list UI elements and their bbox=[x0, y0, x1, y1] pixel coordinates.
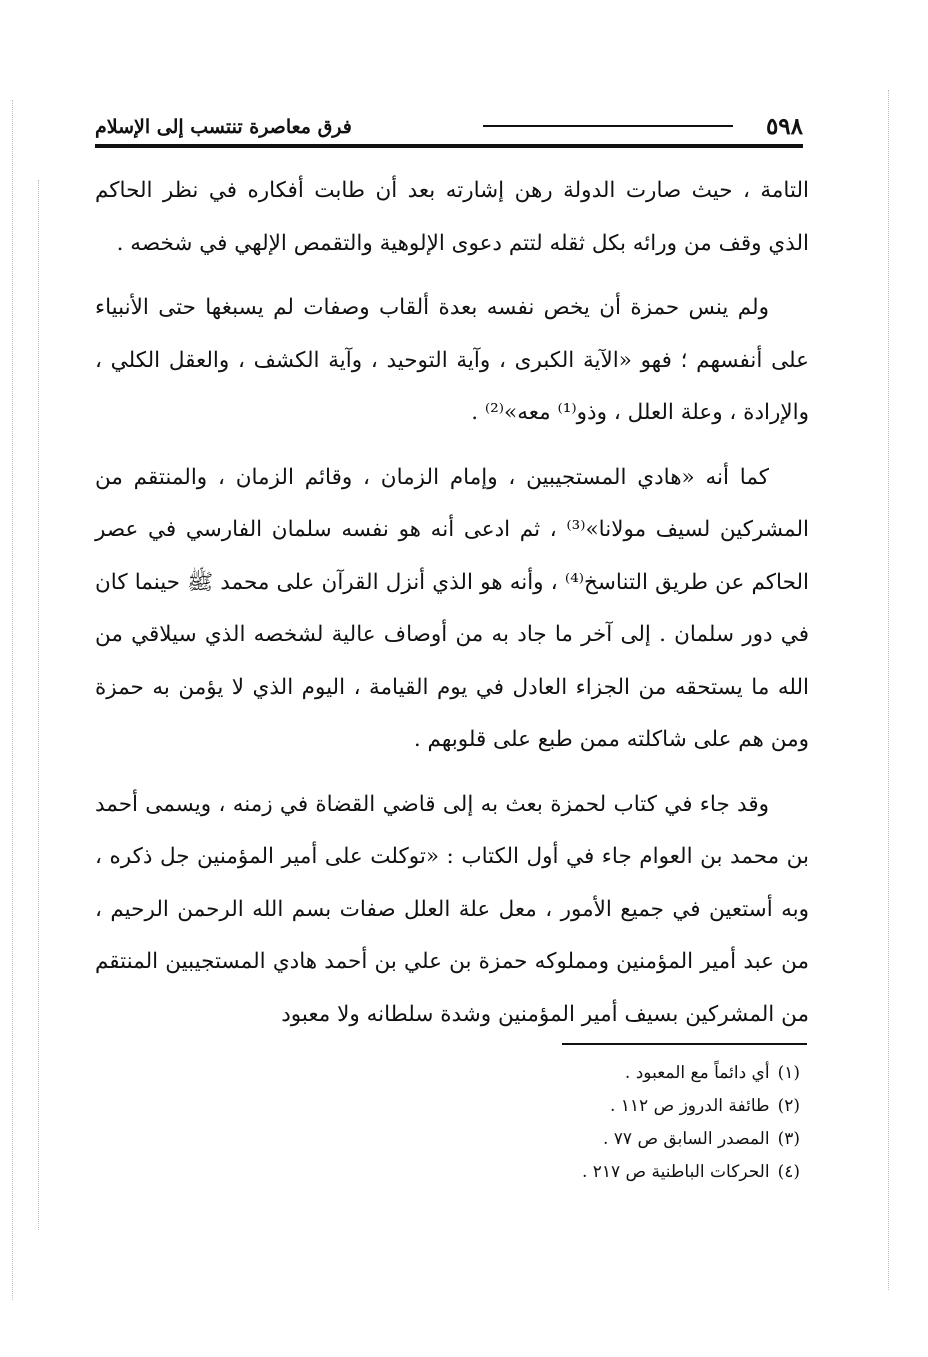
page-number: ٥٩٨ bbox=[765, 113, 803, 140]
paragraph-2: ولم ينس حمزة أن يخص نفسه بعدة ألقاب وصفات لم يسبغها حتى الأنبياء على أنفسهم ؛ فهو «الآية الكبرى ، وآية التوحيد ، وآية الكشف ، والعقل الكلي ، والإرادة ، وعلة العلل ، وذو⁽¹⁾ معه»⁽²⁾ . bbox=[95, 295, 809, 425]
paragraph-4: وقد جاء في كتاب لحمزة بعث به إلى قاضي القضاة في زمنه ، ويسمى أحمد بن محمد بن العوام جاء في أول الكتاب : «توكلت على أمير المؤمنين جل ذكره ، وبه أستعين في جميع الأمور ، معل علة العلل صفات بسم الله الرحمن الرحيم ، من عبد أمير المؤمنين ومملوكه حمزة بن علي بن أحمد هادي المستجيبين المنتقم من المشركين بسيف أمير المؤمنين وشدة سلطانه ولا معبود bbox=[95, 791, 809, 1027]
footnote-marker: (٣) bbox=[777, 1129, 800, 1149]
footnote-marker: (٤) bbox=[777, 1162, 800, 1182]
page-header bbox=[95, 108, 803, 138]
scan-mark-left bbox=[12, 100, 14, 1300]
footnote-2 bbox=[500, 1090, 800, 1123]
footnote-text: طائفة الدروز ص ١١٢ . bbox=[609, 1096, 770, 1116]
main-text bbox=[95, 165, 809, 1041]
footnotes bbox=[500, 1057, 800, 1189]
scan-mark-left-2 bbox=[38, 180, 40, 1230]
footnote-marker: (٢) bbox=[777, 1096, 800, 1116]
footnote-text: أي دائماً مع المعبود . bbox=[624, 1063, 770, 1083]
scan-mark-right bbox=[888, 90, 890, 1290]
paragraph-1: التامة ، حيث صارت الدولة رهن إشارته بعد أن طابت أفكاره في نظر الحاكم الذي وقف من ورائه بكل ثقله لتتم دعوى الإلوهية والتقمص الإلهي في شخصه . bbox=[95, 178, 809, 256]
footnote-rule bbox=[562, 1043, 807, 1045]
running-title: فرق معاصرة تنتسب إلى الإسلام bbox=[95, 116, 352, 138]
paragraph-3: كما أنه «هادي المستجيبين ، وإمام الزمان ، وقائم الزمان ، والمنتقم من المشركين لسيف مولانا»⁽³⁾ ، ثم ادعى أنه هو نفسه سلمان الفارسي في عصر الحاكم عن طريق التناسخ⁽⁴⁾ ، وأنه هو الذي أنزل القرآن على محمد ﷺ حينما كان في دور سلمان . إلى آخر ما جاد به من أوصاف عالية لشخصه الذي سيلاقي من الله ما يستحقه من الجزاء العادل في يوم القيامة ، اليوم الذي لا يؤمن به حمزة ومن هم على شاكلته ممن طبع على قلوبهم . bbox=[95, 464, 810, 752]
footnote-3 bbox=[500, 1123, 800, 1156]
footnote-text: المصدر السابق ص ٧٧ . bbox=[602, 1129, 770, 1149]
header-title-rule bbox=[483, 125, 733, 127]
footnote-marker: (١) bbox=[777, 1063, 800, 1083]
header-rule bbox=[95, 144, 803, 148]
footnote-text: الحركات الباطنية ص ٢١٧ . bbox=[581, 1162, 770, 1182]
footnote-4 bbox=[500, 1156, 800, 1189]
footnote-1 bbox=[500, 1057, 800, 1090]
